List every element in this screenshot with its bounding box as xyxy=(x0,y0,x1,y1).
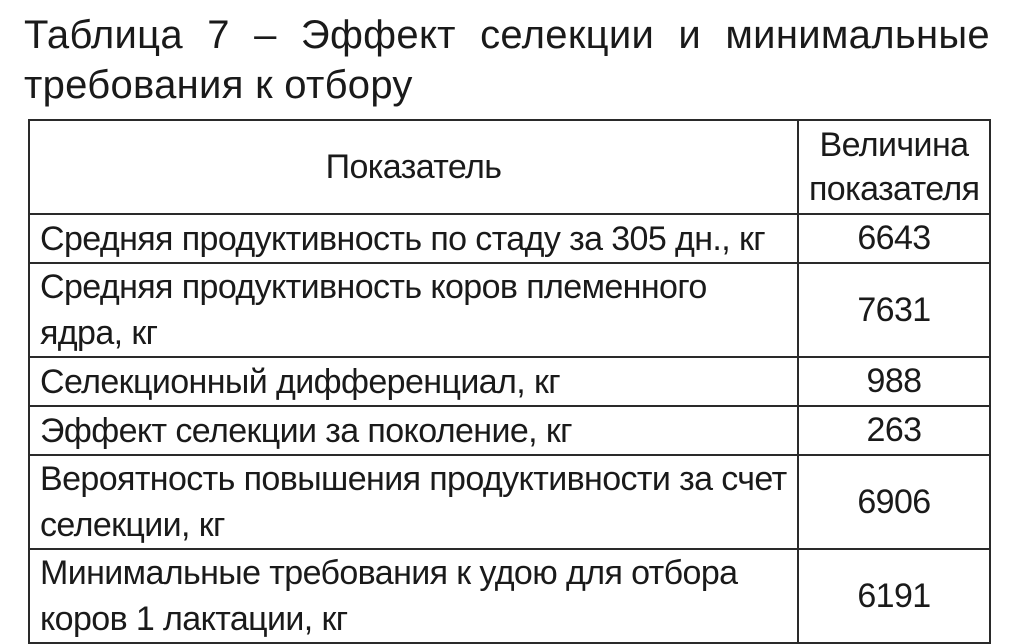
table-caption-line-1 xyxy=(24,10,990,60)
row-indicator xyxy=(29,549,798,643)
header-indicator: Показатель xyxy=(29,120,798,214)
caption-word: селекции xyxy=(480,13,655,57)
table-caption xyxy=(24,10,990,110)
row-value: 6906 xyxy=(798,455,990,549)
table-caption-line-2: требования к отбору xyxy=(24,63,413,107)
table-row xyxy=(29,263,990,357)
table-row xyxy=(29,455,990,549)
caption-word: минимальные xyxy=(725,13,990,57)
selection-effect-table xyxy=(28,119,991,644)
caption-word: Эффект xyxy=(300,13,456,57)
row-indicator-line-1: Минимальные требования к удою для отбора xyxy=(40,554,738,592)
caption-word: – xyxy=(254,13,277,57)
caption-word: и xyxy=(678,13,702,57)
table-header-row xyxy=(29,120,990,214)
row-indicator-line-1: Вероятность повышения продуктивности за счет xyxy=(40,460,787,498)
row-indicator: Средняя продуктивность коров племенного ядра, кг xyxy=(29,263,798,357)
table-row xyxy=(29,406,990,455)
caption-word: Таблица xyxy=(24,13,183,57)
row-value: 263 xyxy=(798,406,990,455)
row-value: 7631 xyxy=(798,263,990,357)
table-row xyxy=(29,357,990,406)
row-indicator-line-2: селекции, кг xyxy=(40,506,225,544)
row-indicator xyxy=(29,455,798,549)
row-value: 988 xyxy=(798,357,990,406)
row-value: 6191 xyxy=(798,549,990,643)
table-row xyxy=(29,214,990,263)
row-indicator: Эффект селекции за поколение, кг xyxy=(29,406,798,455)
row-value: 6643 xyxy=(798,214,990,263)
header-value-line-2: показателя xyxy=(809,170,980,208)
table-row xyxy=(29,549,990,643)
header-value-line-1: Величина xyxy=(819,126,969,164)
row-indicator: Селекционный дифференциал, кг xyxy=(29,357,798,406)
header-value xyxy=(798,120,990,214)
caption-word: 7 xyxy=(207,13,230,57)
row-indicator: Средняя продуктивность по стаду за 305 дн., кг xyxy=(29,214,798,263)
row-indicator-line-2: коров 1 лактации, кг xyxy=(40,600,348,638)
